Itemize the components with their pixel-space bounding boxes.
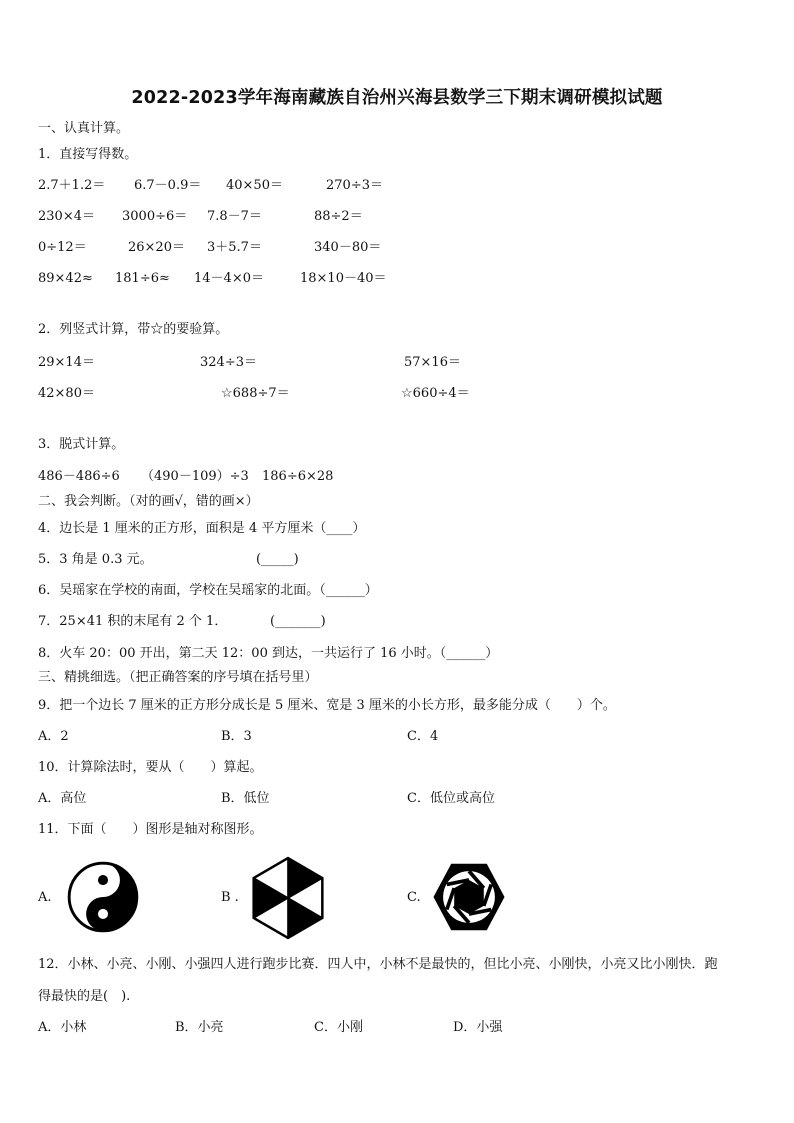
calc-item: 3000÷6＝	[122, 209, 188, 224]
calc-item: 14－4×0＝	[194, 271, 264, 286]
section-2-heading: 二、我会判断。（对的画√，错的画×）	[38, 494, 259, 509]
option-c[interactable]: C．小刚	[314, 1020, 363, 1035]
calc-item: 7.8－7＝	[207, 209, 262, 224]
answer-blank[interactable]: ______	[325, 583, 365, 598]
question-text: 6．吴瑶家在学校的南面，学校在吴瑶家的北面。（	[38, 583, 326, 598]
answer-blank[interactable]: (_______)	[270, 614, 326, 629]
vertical-calc-item: 29×14＝	[38, 355, 95, 370]
calc-item: 88÷2＝	[314, 209, 363, 224]
answer-blank[interactable]: (_____)	[256, 552, 299, 567]
bracket-close: ）	[485, 646, 499, 661]
calc-item: 270÷3＝	[326, 178, 383, 193]
question-10-text: 10．计算除法时，要从（ ）算起。	[38, 760, 263, 775]
question-4	[38, 521, 365, 537]
calc-item: 3＋5.7＝	[207, 240, 262, 255]
answer-blank[interactable]: ____	[326, 521, 353, 536]
option-a[interactable]: A．2	[38, 729, 69, 744]
vertical-calc-item: 324÷3＝	[200, 355, 257, 370]
step-calc-item: 486－486÷6	[38, 469, 120, 484]
question-text: 4．边长是 1 厘米的正方形，面积是 4 平方厘米（	[38, 521, 327, 536]
question-12-line-2: 得最快的是( ).	[38, 989, 131, 1004]
question-3-label: 3．脱式计算。	[38, 437, 125, 452]
option-c[interactable]: C．低位或高位	[407, 791, 495, 806]
calc-item: 89×42≈	[38, 271, 93, 286]
step-calc-item: （490－109）÷3	[141, 469, 249, 484]
option-a[interactable]: A．高位	[38, 791, 87, 806]
question-7-text: 7．25×41 积的末尾有 2 个 1．	[38, 614, 228, 629]
calc-item: 18×10－40＝	[300, 271, 387, 286]
option-c[interactable]: C．4	[407, 729, 439, 744]
vertical-calc-item: 42×80＝	[38, 386, 95, 401]
section-1-heading: 一、认真计算。	[38, 121, 130, 136]
option-b[interactable]: B．3	[221, 729, 252, 744]
question-1-label: 1．直接写得数。	[38, 147, 138, 162]
option-d[interactable]: D．小强	[453, 1020, 503, 1035]
bracket-close: ）	[364, 583, 378, 598]
step-calc-item: 186÷6×28	[262, 469, 334, 484]
question-6	[38, 583, 378, 599]
question-12-line-1: 12．小林、小亮、小刚、小强四人进行跑步比赛．四人中，小林不是最快的，但比小亮、小刚快，小亮又比小刚快．跑	[38, 957, 718, 972]
option-b[interactable]: B .	[221, 890, 239, 905]
hexagon-triangles-icon	[252, 856, 324, 940]
option-c[interactable]: C.	[407, 890, 421, 905]
question-5-text: 5．3 角是 0.3 元。	[38, 552, 153, 567]
yin-yang-icon	[65, 861, 141, 933]
calc-item: 2.7＋1.2＝	[38, 178, 106, 193]
hexagon-aperture-icon	[432, 862, 506, 932]
calc-item: 6.7－0.9＝	[134, 178, 202, 193]
vertical-calc-item: 57×16＝	[404, 355, 461, 370]
bracket-close: ）	[352, 521, 366, 536]
answer-blank[interactable]: ______	[446, 646, 486, 661]
calc-item: 230×4＝	[38, 209, 95, 224]
calc-item: 340－80＝	[314, 240, 382, 255]
page-title: 2022-2023学年海南藏族自治州兴海县数学三下期末调研模拟试题	[131, 88, 663, 108]
calc-item: 40×50＝	[226, 178, 283, 193]
option-b[interactable]: B．小亮	[175, 1020, 224, 1035]
vertical-calc-item: ☆688÷7＝	[221, 386, 290, 401]
question-9-text: 9．把一个边长 7 厘米的正方形分成长是 5 厘米、宽是 3 厘米的小长方形，最多能分成（ ）个。	[38, 698, 616, 713]
question-8	[38, 646, 498, 662]
question-text: 8．火车 20：00 开出，第二天 12：00 到达，一共运行了 16 小时。（	[38, 646, 447, 661]
calc-item: 181÷6≈	[115, 271, 170, 286]
question-2-label: 2．列竖式计算，带☆的要验算。	[38, 322, 229, 337]
question-11-text: 11．下面（ ）图形是轴对称图形。	[38, 822, 263, 837]
option-a[interactable]: A．小林	[38, 1020, 87, 1035]
calc-item: 0÷12＝	[38, 240, 87, 255]
calc-item: 26×20＝	[128, 240, 185, 255]
section-3-heading: 三、精挑细选。（把正确答案的序号填在括号里）	[38, 670, 318, 685]
option-a[interactable]: A.	[38, 890, 52, 905]
vertical-calc-item: ☆660÷4＝	[401, 386, 470, 401]
option-b[interactable]: B．低位	[221, 791, 270, 806]
